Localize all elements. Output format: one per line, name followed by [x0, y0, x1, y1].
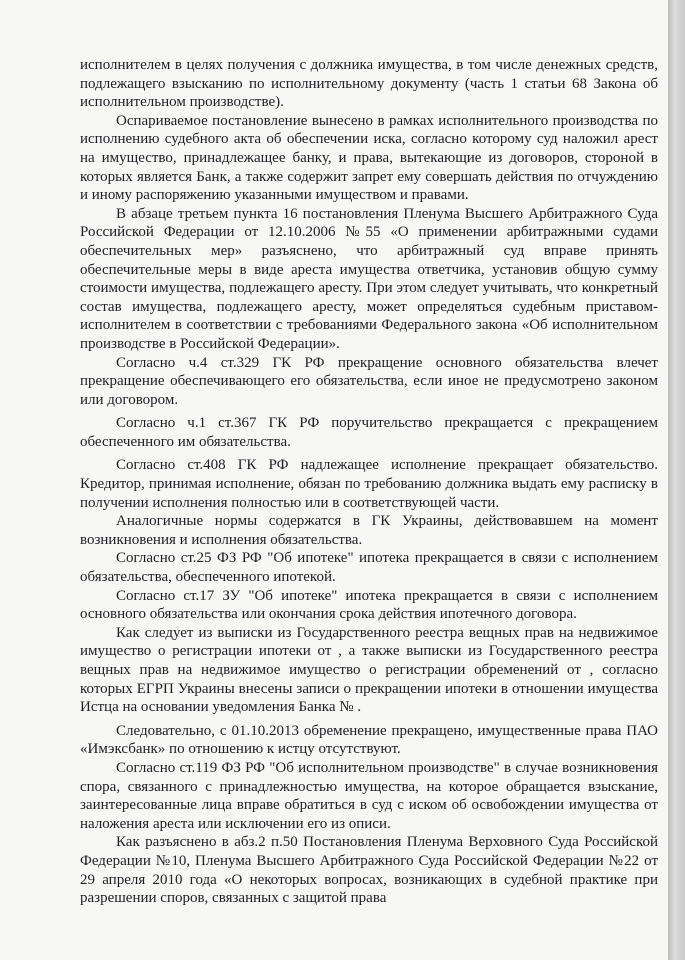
paragraph: Согласно ст.17 ЗУ "Об ипотеке" ипотека прекращается в связи с исполнением основного обязательства или окончания срока действия ипотечного договора.	[80, 587, 658, 623]
paragraph: исполнителем в целях получения с должника имущества, в том числе денежных средств, подлежащего взысканию по исполнительному документу (часть 1 статьи 68 Закона об исполнительном производстве).	[80, 57, 658, 111]
paragraph: Следовательно, с 01.10.2013 обременение прекращено, имущественные права ПАО «Имэксбанк» по отношению к истцу отсутствуют.	[80, 722, 658, 758]
paragraph: Согласно ст.119 ФЗ РФ "Об исполнительном производстве" в случае возникновения спора, связанного с принадлежностью имущества, на которое обращается взыскание, заинтересованные лица вправе обратиться в суд с иском об освобождении имущества от наложения ареста или исключении его из описи.	[80, 759, 658, 832]
paragraph: Согласно ст.408 ГК РФ надлежащее исполнение прекращает обязательство. Кредитор, принимая исполнение, обязан по требованию должника выдать ему расписку в получении исполнения полностью или в соответствующей части.	[80, 457, 658, 511]
paragraph: Согласно ч.1 ст.367 ГК РФ поручительство прекращается с прекращением обеспеченного им обязательства.	[80, 415, 658, 450]
paragraph: Согласно ст.25 ФЗ РФ "Об ипотеке" ипотека прекращается в связи с исполнением обязательства, обеспеченного ипотекой.	[80, 550, 658, 586]
paragraph: Оспариваемое постановление вынесено в рамках исполнительного производства по исполнению судебного акта об обеспечении иска, согласно которому суд наложил арест на имущество, принадлежащее банку, и права, вытекающие из договоров, стороной в которых является Банк, а также содержит запрет ему совершать действия по отчуждению и иному распоряжению указанными имуществом и правами.	[80, 112, 658, 204]
paragraph: Как следует из выписки из Государственного реестра вещных прав на недвижимое имущество о регистрации ипотеки от , а также выписки из Государственного реестра вещных прав на недвижимое имущество о регистрации обременений от , согласно которых ЕГРП Украины внесены записи о прекращении ипотеки в отношении имущества Истца на основании уведомления Банка № .	[80, 624, 658, 716]
paragraph: В абзаце третьем пункта 16 постановления Пленума Высшего Арбитражного Суда Российской Федерации от 12.10.2006 №55 «О применении арбитражными судами обеспечительных мер» разъяснено, что арбитражный суд вправе принять обеспечительные меры в виде ареста имущества ответчика, установив общую сумму стоимости имущества, подлежащего аресту. При этом следует учитывать, что конкретный состав имущества, подлежащего аресту, может определяться судебным приставом-исполнителем в соответствии с требованиями Федерального закона «Об исполнительном производстве в Российской Федерации».	[80, 205, 658, 352]
page-edge-shadow	[668, 0, 685, 960]
paragraph: Согласно ч.4 ст.329 ГК РФ прекращение основного обязательства влечет прекращение обеспечивающего его обязательства, если иное не предусмотрено законом или договором.	[80, 354, 658, 408]
document-body	[80, 56, 658, 908]
paragraph: Как разъяснено в абз.2 п.50 Постановления Пленума Верховного Суда Российской Федерации №10, Пленума Высшего Арбитражного Суда Российской Федерации №22 от 29 апреля 2010 года «О некоторых вопросах, возникающих в судебной практике при разрешении споров, связанных с защитой права	[80, 834, 658, 907]
paragraph: Аналогичные нормы содержатся в ГК Украины, действовавшем на момент возникновения и исполнения обязательства.	[80, 513, 658, 548]
